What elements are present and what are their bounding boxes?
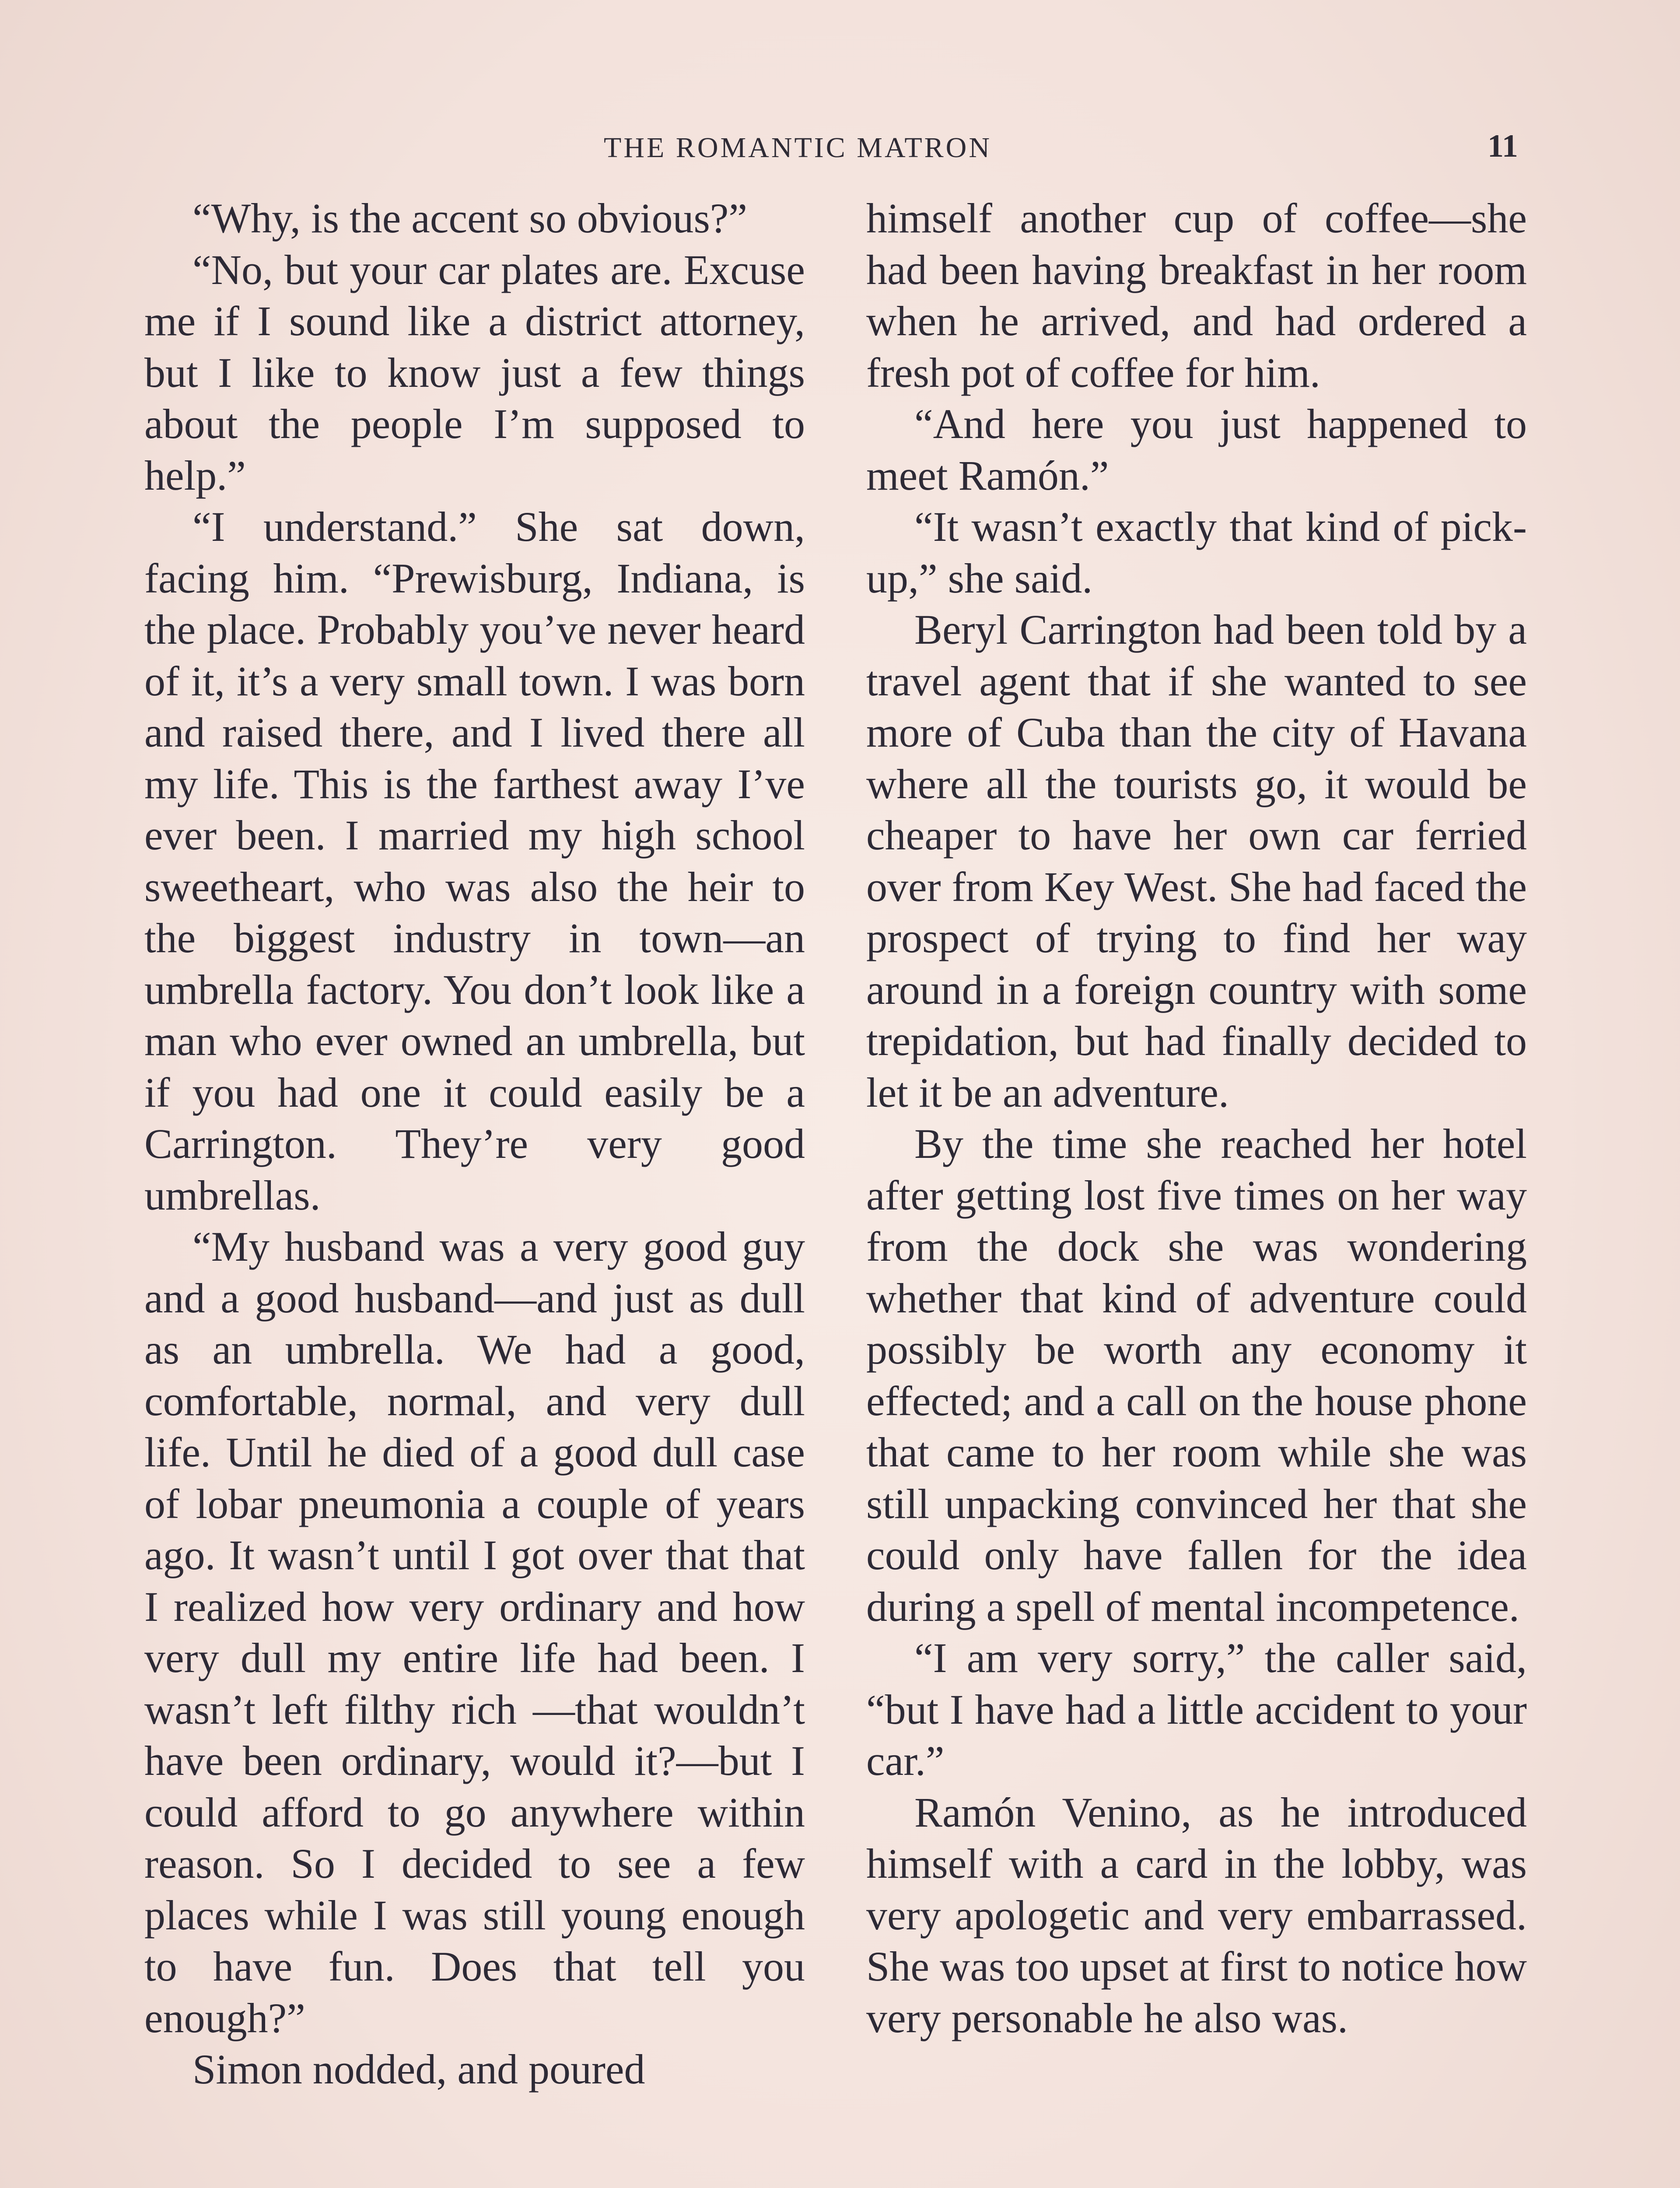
paragraph-continued: himself another cup of coffee—she had been having breakfast in her room when he arrived, and had ordered a fresh pot of coffee for him. — [866, 195, 1527, 396]
paragraph: “It wasn’t exactly that kind of pick-up,” she said. — [866, 503, 1527, 602]
paragraph: “I understand.” She sat down, facing him. “Prewisburg, Indiana, is the place. Probably you’ve never heard of it, it’s a very small town. I was born and raised there, and I lived there all my life. This is the farthest away I’ve ever been. I married my high school sweetheart, who was also the heir to the biggest industry in town—an umbrella factory. You don’t look like a man who ever owned an umbrella, but if you had one it could easily be a Carrington. They’re very good umbrellas. — [144, 503, 805, 1219]
paragraph: “And here you just happened to meet Ramón.” — [866, 400, 1527, 499]
running-title: THE ROMANTIC MATRON — [604, 132, 992, 164]
paragraph: Beryl Carrington had been told by a travel agent that if she wanted to see more of Cuba than the city of Havana where all the tourists go, it would be cheaper to have her own car ferried over from Key West. She had faced the prospect of trying to find her way around in a foreign country with some trepidation, but had finally decided to let it be an adventure. — [866, 606, 1527, 1116]
right-column — [866, 193, 1527, 2044]
paragraph: Ramón Venino, as he introduced himself with a card in the lobby, was very apologetic and very embarrassed. She was too upset at first to notice how very personable he also was. — [866, 1788, 1527, 2041]
paragraph: “My husband was a very good guy and a good husband—and just as dull as an umbrella. We had a good, comfortable, normal, and very dull life. Until he died of a good dull case of lobar pneumonia a couple of years ago. It wasn’t until I got over that that I realized how very ordinary and how very dull my entire life had been. I wasn’t left filthy rich —that wouldn’t have been ordinary, would it?—but I could afford to go anywhere within reason. So I decided to see a few places while I was still young enough to have fun. Does that tell you enough?” — [144, 1223, 805, 2041]
left-column — [144, 193, 805, 2095]
paragraph: “No, but your car plates are. Excuse me if I sound like a district attorney, but I like to know just a few things about the people I’m supposed to help.” — [144, 246, 805, 499]
paragraph: By the time she reached her hotel after getting lost five times on her way from the dock she was wondering whether that kind of adventure could possibly be worth any economy it effected; and a call on the house phone that came to her room while she was still unpacking convinced her that she could only have fallen for the idea during a spell of mental incompetence. — [866, 1120, 1527, 1630]
paragraph: Simon nodded, and poured — [192, 2046, 645, 2093]
page-number: 11 — [1488, 128, 1518, 164]
paragraph: “I am very sorry,” the caller said, “but I have had a little accident to your car.” — [866, 1634, 1527, 1784]
paragraph: “Why, is the accent so obvious?” — [192, 195, 748, 242]
